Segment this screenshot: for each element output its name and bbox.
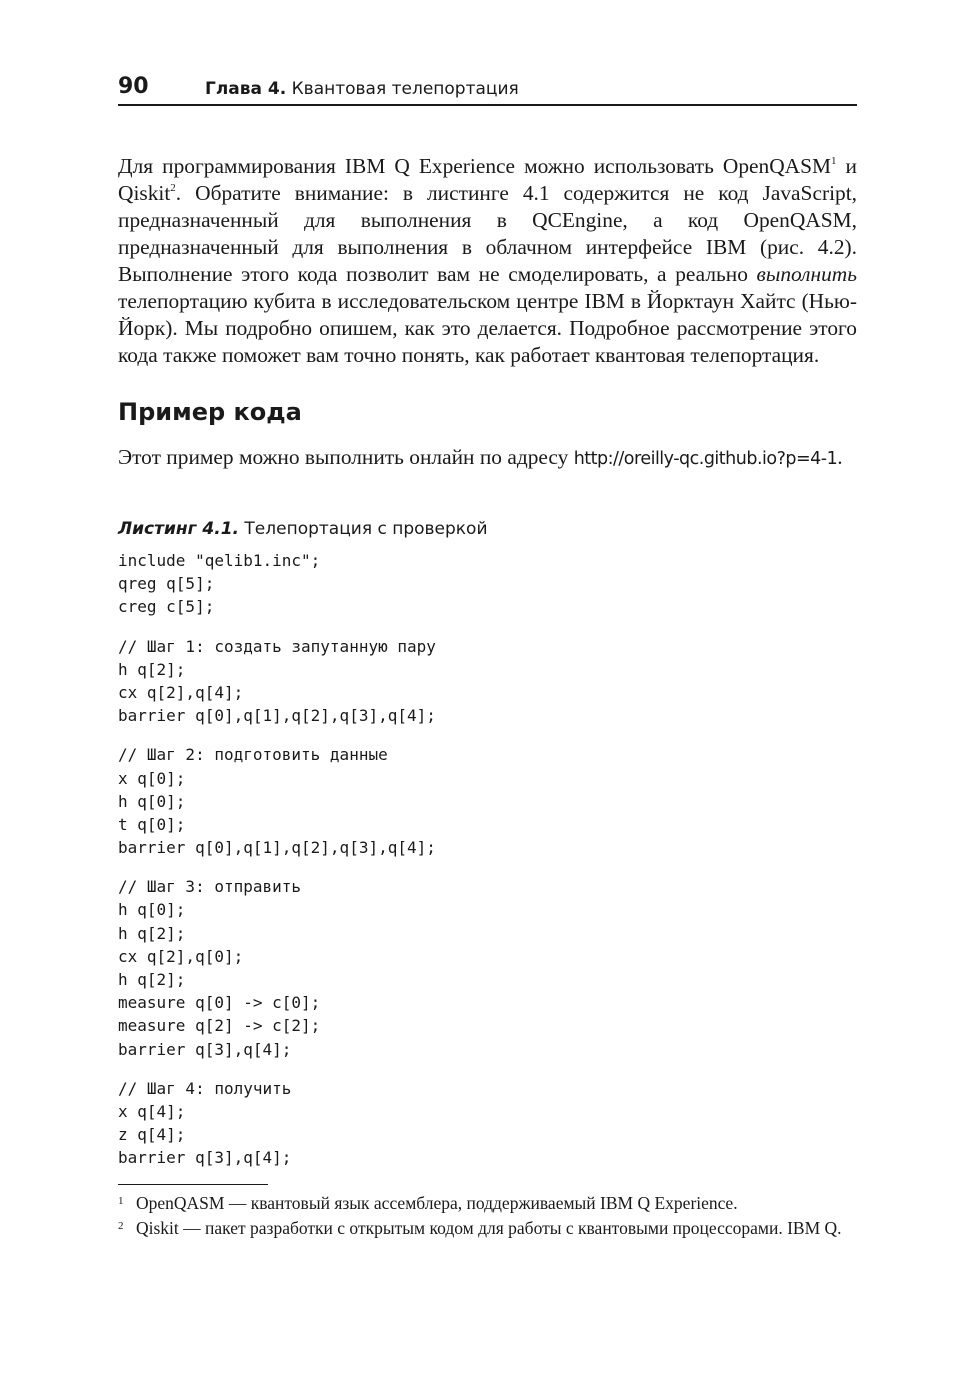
code-line: include "qelib1.inc"; — [118, 551, 321, 570]
footnote-text: Qiskit — пакет разработки с открытым кодом для работы с квантовыми процессорами. IBM Q. — [136, 1218, 842, 1238]
code-line: barrier q[3],q[4]; — [118, 1148, 292, 1168]
code-line: h q[2]; — [118, 923, 186, 943]
code-line: barrier q[0],q[1],q[2],q[3],q[4]; — [118, 706, 436, 726]
code-listing — [118, 549, 436, 1170]
code-line: t q[0]; — [118, 814, 186, 834]
footnote-1 — [118, 1191, 857, 1215]
code-comment-line: // Шаг 1: создать запутанную пару — [118, 636, 436, 656]
intro-text: Этот пример можно выполнить онлайн по адресу — [118, 445, 574, 469]
chapter-label: Глава 4. — [205, 79, 287, 99]
footnote-ref-2[interactable]: 2 — [170, 182, 176, 194]
code-line: x q[4]; — [118, 1101, 186, 1121]
code-comment-line: // Шаг 4: получить — [118, 1078, 292, 1098]
page-number: 90 — [118, 74, 149, 99]
code-line: measure q[2] -> c[2]; — [118, 1016, 321, 1036]
section-heading: Пример кода — [118, 398, 302, 426]
section-intro — [118, 443, 857, 473]
intro-end: . — [837, 445, 843, 469]
body-text-part: телепортацию кубита в исследовательском центре IBM в Йорктаун Хайтс (Нью-Йорк). Мы подробно опишем, как это делается. Подробное рассмотрение этого кода также поможет вам точно понять, как работает квантовая телепортация. — [118, 289, 857, 367]
code-line: z q[4]; — [118, 1125, 186, 1145]
listing-caption — [118, 519, 488, 539]
body-text-part: . Обратите внимание: в листинге 4.1 содержится не код JavaScript, предназначенный для выполнения в QCEngine, а код OpenQASM, предназначенный для выполнения в облачном интерфейсе IBM (рис. 4.2). Выполнение этого кода позволит вам не смоделировать, а реально — [118, 181, 857, 286]
footnote-mark: 1 — [118, 1195, 124, 1207]
code-block-gap — [118, 1061, 436, 1077]
code-line: h q[0]; — [118, 791, 186, 811]
code-line: barrier q[0],q[1],q[2],q[3],q[4]; — [118, 838, 436, 858]
footnote-2 — [118, 1216, 857, 1240]
code-block-gap — [118, 727, 436, 743]
code-line: cx q[2],q[4]; — [118, 682, 244, 702]
footnote-mark: 2 — [118, 1220, 124, 1232]
running-header — [118, 72, 857, 106]
code-block-gap — [118, 859, 436, 875]
chapter-title — [205, 79, 519, 99]
chapter-name: Квантовая телепортация — [291, 79, 519, 99]
footnote-text: OpenQASM — квантовый язык ассемблера, поддерживаемый IBM Q Experience. — [136, 1193, 738, 1213]
code-line: h q[0]; — [118, 900, 186, 920]
code-line: measure q[0] -> c[0]; — [118, 993, 321, 1013]
body-paragraph — [118, 153, 857, 369]
code-comment-line: // Шаг 3: отправить — [118, 877, 302, 897]
example-link[interactable]: http://oreilly-qc.github.io?p=4-1 — [573, 449, 838, 469]
code-block-gap — [118, 619, 436, 635]
code-line: h q[2]; — [118, 659, 186, 679]
code-line: h q[2]; — [118, 970, 186, 989]
listing-title: Телепортация с проверкой — [244, 519, 488, 539]
body-text-part: Для программирования IBM Q Experience можно использовать OpenQASM — [118, 154, 832, 178]
emphasis: выполнить — [756, 262, 857, 286]
body-text-part: и Qiskit — [118, 154, 857, 205]
footnote-ref-1[interactable]: 1 — [831, 155, 837, 167]
code-comment-line: // Шаг 2: подготовить данные — [118, 745, 388, 765]
code-line: barrier q[3],q[4]; — [118, 1039, 292, 1059]
listing-label: Листинг 4.1. — [118, 519, 239, 539]
code-line: creg c[5]; — [118, 597, 215, 617]
footnote-divider — [118, 1184, 268, 1185]
code-line: x q[0]; — [118, 768, 186, 788]
code-line: qreg q[5]; — [118, 574, 215, 594]
code-line: cx q[2],q[0]; — [118, 946, 244, 966]
